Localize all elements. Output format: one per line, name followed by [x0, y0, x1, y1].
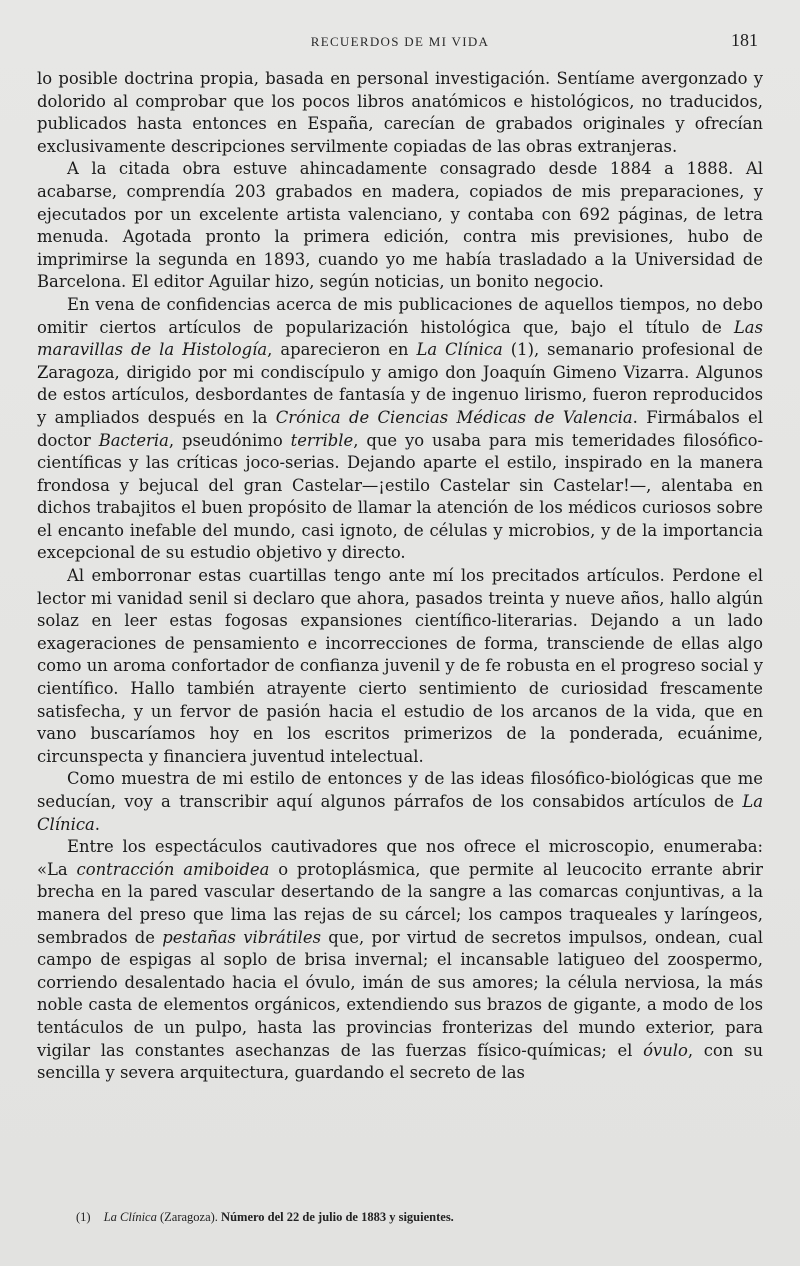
footnote-text: Número del 22 de julio de 1883 y siguientes. — [221, 1210, 454, 1224]
italic-text: pestañas vibrátiles — [162, 927, 321, 947]
text-run: , que yo usaba para mis temeridades filosófico-científicas y las críticas joco-serias. Dejando aparte el estilo, inspirado en la manera frondosa y bejucal del gran Castelar—¡estilo Castelar sin Castelar!—, alentaba en dichos trabajitos el buen propósito de llamar la atención de los médicos curiosos sobre el encanto inefable del mundo, casi ignoto, de células y microbios, y de la importancia excepcional de su estudio objetivo y directo. — [37, 430, 763, 563]
italic-text: Bacteria — [98, 430, 169, 450]
paragraph — [37, 68, 763, 158]
text-run: , pseudónimo — [168, 430, 291, 450]
text-run: que, por virtud de secretos impulsos, ondean, cual campo de espigas al soplo de brisa invernal; el incansable latigueo del zoospermo, corriendo desalentado hacia el óvulo, imán de sus amores; la célula nerviosa, la más noble casta de elementos orgánicos, extendiendo sus brazos de gigante, a modo de los tentáculos de un pulpo, hasta las provincias fronterizas del mundo exterior, para vigilar las constantes asechanzas de las fuerzas físico-químicas; el — [37, 927, 763, 1060]
italic-text: La Clínica — [37, 792, 763, 834]
text-run: , con su sencilla y severa arquitectura, guardando el secreto de las — [37, 1040, 763, 1083]
paragraph — [37, 768, 763, 836]
text-run: . Firmábalos el doctor — [37, 407, 763, 450]
page-number: 181 — [731, 30, 758, 50]
paragraph — [37, 158, 763, 294]
footnote — [76, 1210, 766, 1225]
text-run: . — [94, 814, 100, 834]
footnote-place: (Zaragoza). — [159, 1210, 218, 1224]
body-text — [37, 68, 763, 1085]
italic-text: terrible — [290, 430, 354, 450]
text-run: Al emborronar estas cuartillas tengo ante mí los precitados artículos. Perdone el lector mi vanidad senil si declaro que ahora, pasados treinta y nueve años, hallo algún solaz en leer estas fogosas expansiones científico-literarias. Dejando a un lado exageraciones de pensamiento e incorrecciones de forma, transciende de ellas algo como un aroma confortador de confianza juvenil y de fe robusta en el progreso social y científico. Hallo también atrayente cierto sentimiento de curiosidad frescamente satisfecha, y un fervor de pasión hacia el estudio de los arcanos de la vida, que en vano buscaríamos hoy en los escritos primerizos de la ponderada, ecuánime, circunspecta y financiera juventud intelectual. — [37, 566, 763, 766]
running-title: RECUERDOS DE MI VIDA — [310, 34, 490, 49]
text-run: (1), semanario profesional de Zaragoza, dirigido por mi condiscípulo y amigo don Joaquín Gimeno Vizarra. Algunos de estos artículos, desbordantes de fantasía y de ingenuo lirismo, fueron reproducidos y ampliados después en la — [37, 340, 763, 427]
text-run: , aparecieron en — [267, 340, 417, 360]
running-header — [0, 30, 800, 54]
italic-text: óvulo — [643, 1040, 688, 1060]
italic-text: La Clínica — [416, 340, 503, 360]
text-run: A la citada obra estuve ahincadamente consagrado desde 1884 a 1888. Al acabarse, comprendía 203 grabados en madera, copiados de mis preparaciones, y ejecutados por un excelente artista valenciano, y contaba con 692 páginas, de letra menuda. Agotada pronto la primera edición, contra mis previsiones, hubo de imprimirse la segunda en 1893, cuando yo me había trasladado a la Universidad de Barcelona. El editor Aguilar hizo, según noticias, un bonito negocio. — [37, 159, 763, 292]
paragraph — [37, 565, 763, 768]
footnote-journal: La Clínica — [103, 1210, 157, 1224]
italic-text: contracción amiboidea — [76, 859, 270, 879]
paragraph — [37, 294, 763, 565]
text-run: Como muestra de mi estilo de entonces y de las ideas filosófico-biológicas que me seducían, voy a transcribir aquí algunos párrafos de los consabidos artículos de — [37, 769, 763, 811]
italic-text: Las maravillas de la Histología — [37, 317, 763, 360]
italic-text: Crónica de Ciencias Médicas de Valencia — [275, 407, 633, 427]
footnote-mark: (1) — [76, 1210, 91, 1224]
text-run: Entre los espectáculos cautivadores que nos ofrece el microscopio, enumeraba: «La — [37, 837, 763, 879]
text-run: En vena de confidencias acerca de mis publicaciones de aquellos tiempos, no debo omitir ciertos artículos de popularización histológica que, bajo el título de — [37, 294, 763, 337]
text-run: lo posible doctrina propia, basada en personal investigación. Sentíame avergonzado y dolorido al comprobar que los pocos libros anatómicos e histológicos, no traducidos, publicados hasta entonces en España, carecían de grabados originales y ofrecían exclusivamente descripciones servilmente copiadas de las obras extranjeras. — [37, 69, 763, 156]
text-run: o protoplásmica, que permite al leucocito errante abrir brecha en la pared vascular desertando de la sangre a las comarcas conjuntivas, a la manera del preso que lima las rejas de su cárcel; los campos traqueales y laríngeos, sembrados de — [37, 859, 763, 947]
paragraph — [37, 836, 763, 1085]
